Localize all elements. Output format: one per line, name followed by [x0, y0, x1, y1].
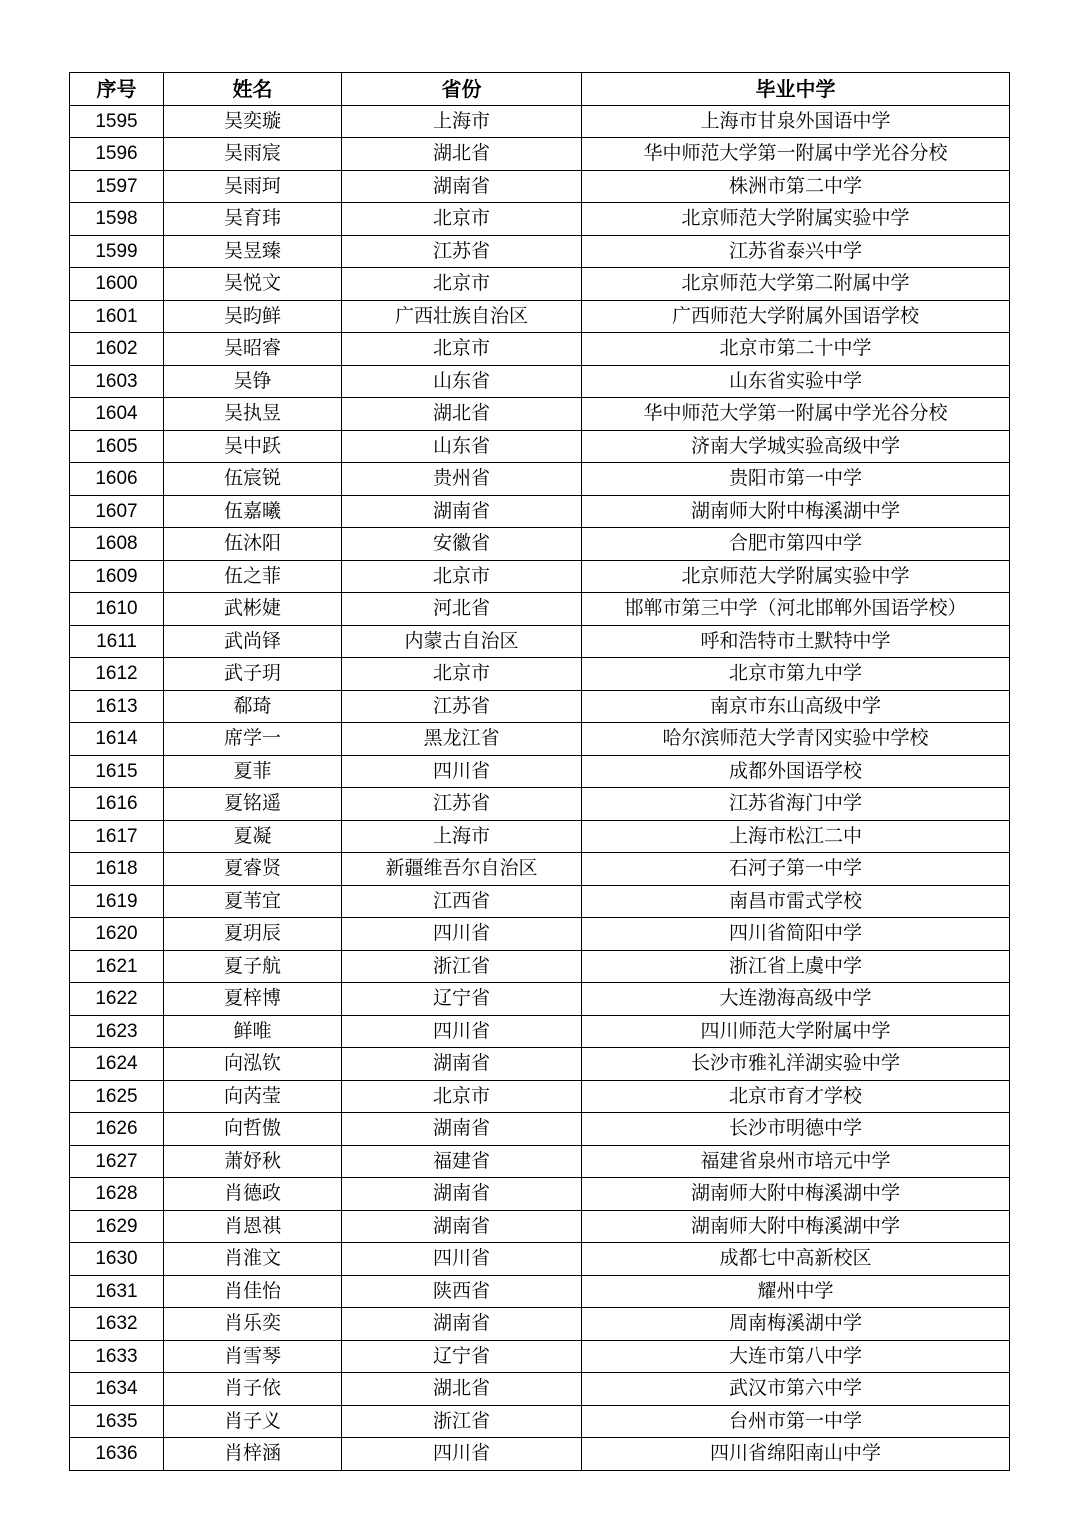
school-cell: 江苏省海门中学: [582, 788, 1010, 821]
school-cell: 浙江省上虞中学: [582, 950, 1010, 983]
school-cell: 武汉市第六中学: [582, 1373, 1010, 1406]
table-row: [70, 430, 1010, 463]
province-cell: 辽宁省: [342, 983, 582, 1016]
province-cell: 江苏省: [342, 235, 582, 268]
seq-cell: 1619: [70, 885, 164, 918]
school-cell: 湖南师大附中梅溪湖中学: [582, 1178, 1010, 1211]
name-cell: 夏铭遥: [164, 788, 342, 821]
province-cell: 黑龙江省: [342, 723, 582, 756]
name-cell: 吴奕璇: [164, 105, 342, 138]
name-cell: 向泓钦: [164, 1048, 342, 1081]
province-cell: 江苏省: [342, 788, 582, 821]
header-row: [70, 73, 1010, 106]
table-row: [70, 1405, 1010, 1438]
school-cell: 株洲市第二中学: [582, 170, 1010, 203]
school-cell: 南昌市雷式学校: [582, 885, 1010, 918]
name-cell: 肖佳怡: [164, 1275, 342, 1308]
province-cell: 湖南省: [342, 1308, 582, 1341]
province-cell: 北京市: [342, 1080, 582, 1113]
name-cell: 夏玥辰: [164, 918, 342, 951]
seq-cell: 1613: [70, 690, 164, 723]
province-cell: 江苏省: [342, 690, 582, 723]
province-cell: 湖北省: [342, 398, 582, 431]
school-cell: 上海市甘泉外国语中学: [582, 105, 1010, 138]
seq-cell: 1601: [70, 300, 164, 333]
province-cell: 浙江省: [342, 1405, 582, 1438]
table-row: [70, 268, 1010, 301]
name-cell: 吴昀鲜: [164, 300, 342, 333]
name-cell: 肖淮文: [164, 1243, 342, 1276]
table-row: [70, 495, 1010, 528]
table-row: [70, 820, 1010, 853]
seq-cell: 1624: [70, 1048, 164, 1081]
province-cell: 湖北省: [342, 1373, 582, 1406]
province-cell: 湖北省: [342, 138, 582, 171]
province-cell: 湖南省: [342, 170, 582, 203]
name-cell: 吴昱臻: [164, 235, 342, 268]
name-cell: 夏菲: [164, 755, 342, 788]
header-province: 省份: [342, 73, 582, 106]
table-row: [70, 138, 1010, 171]
seq-cell: 1606: [70, 463, 164, 496]
table-row: [70, 918, 1010, 951]
province-cell: 江西省: [342, 885, 582, 918]
seq-cell: 1634: [70, 1373, 164, 1406]
table-row: [70, 235, 1010, 268]
roster-table: [69, 72, 1010, 1471]
name-cell: 吴执昱: [164, 398, 342, 431]
seq-cell: 1602: [70, 333, 164, 366]
table-row: [70, 1438, 1010, 1471]
header-seq: 序号: [70, 73, 164, 106]
name-cell: 吴悦文: [164, 268, 342, 301]
table-row: [70, 1373, 1010, 1406]
province-cell: 上海市: [342, 105, 582, 138]
seq-cell: 1625: [70, 1080, 164, 1113]
province-cell: 湖南省: [342, 1210, 582, 1243]
seq-cell: 1636: [70, 1438, 164, 1471]
province-cell: 内蒙古自治区: [342, 625, 582, 658]
seq-cell: 1611: [70, 625, 164, 658]
name-cell: 伍宸锐: [164, 463, 342, 496]
school-cell: 哈尔滨师范大学青冈实验中学校: [582, 723, 1010, 756]
province-cell: 辽宁省: [342, 1340, 582, 1373]
province-cell: 四川省: [342, 755, 582, 788]
province-cell: 山东省: [342, 430, 582, 463]
school-cell: 合肥市第四中学: [582, 528, 1010, 561]
seq-cell: 1631: [70, 1275, 164, 1308]
table-row: [70, 463, 1010, 496]
province-cell: 北京市: [342, 268, 582, 301]
name-cell: 夏梓博: [164, 983, 342, 1016]
table-row: [70, 788, 1010, 821]
seq-cell: 1597: [70, 170, 164, 203]
seq-cell: 1635: [70, 1405, 164, 1438]
province-cell: 安徽省: [342, 528, 582, 561]
seq-cell: 1630: [70, 1243, 164, 1276]
school-cell: 贵阳市第一中学: [582, 463, 1010, 496]
name-cell: 鲜唯: [164, 1015, 342, 1048]
school-cell: 湖南师大附中梅溪湖中学: [582, 495, 1010, 528]
seq-cell: 1618: [70, 853, 164, 886]
seq-cell: 1599: [70, 235, 164, 268]
table-row: [70, 1080, 1010, 1113]
school-cell: 南京市东山高级中学: [582, 690, 1010, 723]
table-row: [70, 365, 1010, 398]
table-row: [70, 723, 1010, 756]
name-cell: 夏凝: [164, 820, 342, 853]
table-body: [70, 105, 1010, 1470]
table-row: [70, 203, 1010, 236]
province-cell: 北京市: [342, 560, 582, 593]
name-cell: 向芮莹: [164, 1080, 342, 1113]
school-cell: 成都外国语学校: [582, 755, 1010, 788]
seq-cell: 1623: [70, 1015, 164, 1048]
province-cell: 湖南省: [342, 1048, 582, 1081]
school-cell: 北京师范大学附属实验中学: [582, 560, 1010, 593]
name-cell: 肖乐奕: [164, 1308, 342, 1341]
school-cell: 四川省简阳中学: [582, 918, 1010, 951]
table-row: [70, 560, 1010, 593]
school-cell: 山东省实验中学: [582, 365, 1010, 398]
seq-cell: 1615: [70, 755, 164, 788]
table-row: [70, 1340, 1010, 1373]
province-cell: 四川省: [342, 1015, 582, 1048]
name-cell: 席学一: [164, 723, 342, 756]
school-cell: 大连市第八中学: [582, 1340, 1010, 1373]
name-cell: 肖恩祺: [164, 1210, 342, 1243]
seq-cell: 1616: [70, 788, 164, 821]
school-cell: 呼和浩特市土默特中学: [582, 625, 1010, 658]
name-cell: 吴雨宸: [164, 138, 342, 171]
name-cell: 伍沐阳: [164, 528, 342, 561]
seq-cell: 1595: [70, 105, 164, 138]
school-cell: 华中师范大学第一附属中学光谷分校: [582, 138, 1010, 171]
school-cell: 华中师范大学第一附属中学光谷分校: [582, 398, 1010, 431]
school-cell: 湖南师大附中梅溪湖中学: [582, 1210, 1010, 1243]
school-cell: 成都七中高新校区: [582, 1243, 1010, 1276]
seq-cell: 1627: [70, 1145, 164, 1178]
name-cell: 吴昭睿: [164, 333, 342, 366]
seq-cell: 1596: [70, 138, 164, 171]
seq-cell: 1626: [70, 1113, 164, 1146]
seq-cell: 1610: [70, 593, 164, 626]
table-row: [70, 105, 1010, 138]
seq-cell: 1608: [70, 528, 164, 561]
table-row: [70, 658, 1010, 691]
name-cell: 肖梓涵: [164, 1438, 342, 1471]
table-row: [70, 1210, 1010, 1243]
table-row: [70, 1048, 1010, 1081]
school-cell: 北京师范大学第二附属中学: [582, 268, 1010, 301]
table-row: [70, 398, 1010, 431]
seq-cell: 1603: [70, 365, 164, 398]
province-cell: 北京市: [342, 203, 582, 236]
province-cell: 陕西省: [342, 1275, 582, 1308]
province-cell: 四川省: [342, 1243, 582, 1276]
school-cell: 广西师范大学附属外国语学校: [582, 300, 1010, 333]
province-cell: 山东省: [342, 365, 582, 398]
province-cell: 贵州省: [342, 463, 582, 496]
table-header: [70, 73, 1010, 106]
province-cell: 北京市: [342, 658, 582, 691]
province-cell: 湖南省: [342, 1113, 582, 1146]
school-cell: 北京市育才学校: [582, 1080, 1010, 1113]
seq-cell: 1609: [70, 560, 164, 593]
school-cell: 四川省绵阳南山中学: [582, 1438, 1010, 1471]
seq-cell: 1620: [70, 918, 164, 951]
seq-cell: 1612: [70, 658, 164, 691]
school-cell: 北京市第二十中学: [582, 333, 1010, 366]
seq-cell: 1621: [70, 950, 164, 983]
province-cell: 福建省: [342, 1145, 582, 1178]
province-cell: 上海市: [342, 820, 582, 853]
seq-cell: 1600: [70, 268, 164, 301]
table-row: [70, 853, 1010, 886]
seq-cell: 1607: [70, 495, 164, 528]
school-cell: 耀州中学: [582, 1275, 1010, 1308]
table-row: [70, 300, 1010, 333]
table-row: [70, 170, 1010, 203]
school-cell: 长沙市明德中学: [582, 1113, 1010, 1146]
name-cell: 吴雨珂: [164, 170, 342, 203]
school-cell: 大连渤海高级中学: [582, 983, 1010, 1016]
seq-cell: 1605: [70, 430, 164, 463]
table-row: [70, 333, 1010, 366]
province-cell: 浙江省: [342, 950, 582, 983]
province-cell: 四川省: [342, 918, 582, 951]
name-cell: 萧妤秋: [164, 1145, 342, 1178]
province-cell: 湖南省: [342, 495, 582, 528]
table-row: [70, 983, 1010, 1016]
table-row: [70, 885, 1010, 918]
school-cell: 四川师范大学附属中学: [582, 1015, 1010, 1048]
province-cell: 北京市: [342, 333, 582, 366]
name-cell: 吴中跃: [164, 430, 342, 463]
table-row: [70, 528, 1010, 561]
province-cell: 河北省: [342, 593, 582, 626]
province-cell: 四川省: [342, 1438, 582, 1471]
name-cell: 伍嘉曦: [164, 495, 342, 528]
seq-cell: 1632: [70, 1308, 164, 1341]
seq-cell: 1614: [70, 723, 164, 756]
school-cell: 北京师范大学附属实验中学: [582, 203, 1010, 236]
school-cell: 台州市第一中学: [582, 1405, 1010, 1438]
table-row: [70, 625, 1010, 658]
seq-cell: 1604: [70, 398, 164, 431]
table-row: [70, 1243, 1010, 1276]
table-row: [70, 690, 1010, 723]
table-row: [70, 1145, 1010, 1178]
name-cell: 肖子义: [164, 1405, 342, 1438]
table-row: [70, 950, 1010, 983]
table-row: [70, 755, 1010, 788]
seq-cell: 1629: [70, 1210, 164, 1243]
name-cell: 夏子航: [164, 950, 342, 983]
seq-cell: 1633: [70, 1340, 164, 1373]
header-name: 姓名: [164, 73, 342, 106]
school-cell: 江苏省泰兴中学: [582, 235, 1010, 268]
school-cell: 济南大学城实验高级中学: [582, 430, 1010, 463]
name-cell: 肖德政: [164, 1178, 342, 1211]
table-row: [70, 1308, 1010, 1341]
school-cell: 邯郸市第三中学（河北邯郸外国语学校）: [582, 593, 1010, 626]
name-cell: 夏苇宜: [164, 885, 342, 918]
name-cell: 武尚铎: [164, 625, 342, 658]
name-cell: 夏睿贤: [164, 853, 342, 886]
school-cell: 北京市第九中学: [582, 658, 1010, 691]
name-cell: 武子玥: [164, 658, 342, 691]
seq-cell: 1622: [70, 983, 164, 1016]
name-cell: 向哲傲: [164, 1113, 342, 1146]
name-cell: 郗琦: [164, 690, 342, 723]
school-cell: 长沙市雅礼洋湖实验中学: [582, 1048, 1010, 1081]
table-row: [70, 1178, 1010, 1211]
seq-cell: 1628: [70, 1178, 164, 1211]
seq-cell: 1617: [70, 820, 164, 853]
table-row: [70, 1113, 1010, 1146]
province-cell: 新疆维吾尔自治区: [342, 853, 582, 886]
school-cell: 石河子第一中学: [582, 853, 1010, 886]
school-cell: 福建省泉州市培元中学: [582, 1145, 1010, 1178]
province-cell: 广西壮族自治区: [342, 300, 582, 333]
table-row: [70, 1015, 1010, 1048]
name-cell: 肖子依: [164, 1373, 342, 1406]
table-row: [70, 593, 1010, 626]
school-cell: 上海市松江二中: [582, 820, 1010, 853]
name-cell: 吴铮: [164, 365, 342, 398]
header-school: 毕业中学: [582, 73, 1010, 106]
school-cell: 周南梅溪湖中学: [582, 1308, 1010, 1341]
name-cell: 吴育玮: [164, 203, 342, 236]
table-row: [70, 1275, 1010, 1308]
name-cell: 武彬婕: [164, 593, 342, 626]
province-cell: 湖南省: [342, 1178, 582, 1211]
name-cell: 伍之菲: [164, 560, 342, 593]
name-cell: 肖雪琴: [164, 1340, 342, 1373]
seq-cell: 1598: [70, 203, 164, 236]
